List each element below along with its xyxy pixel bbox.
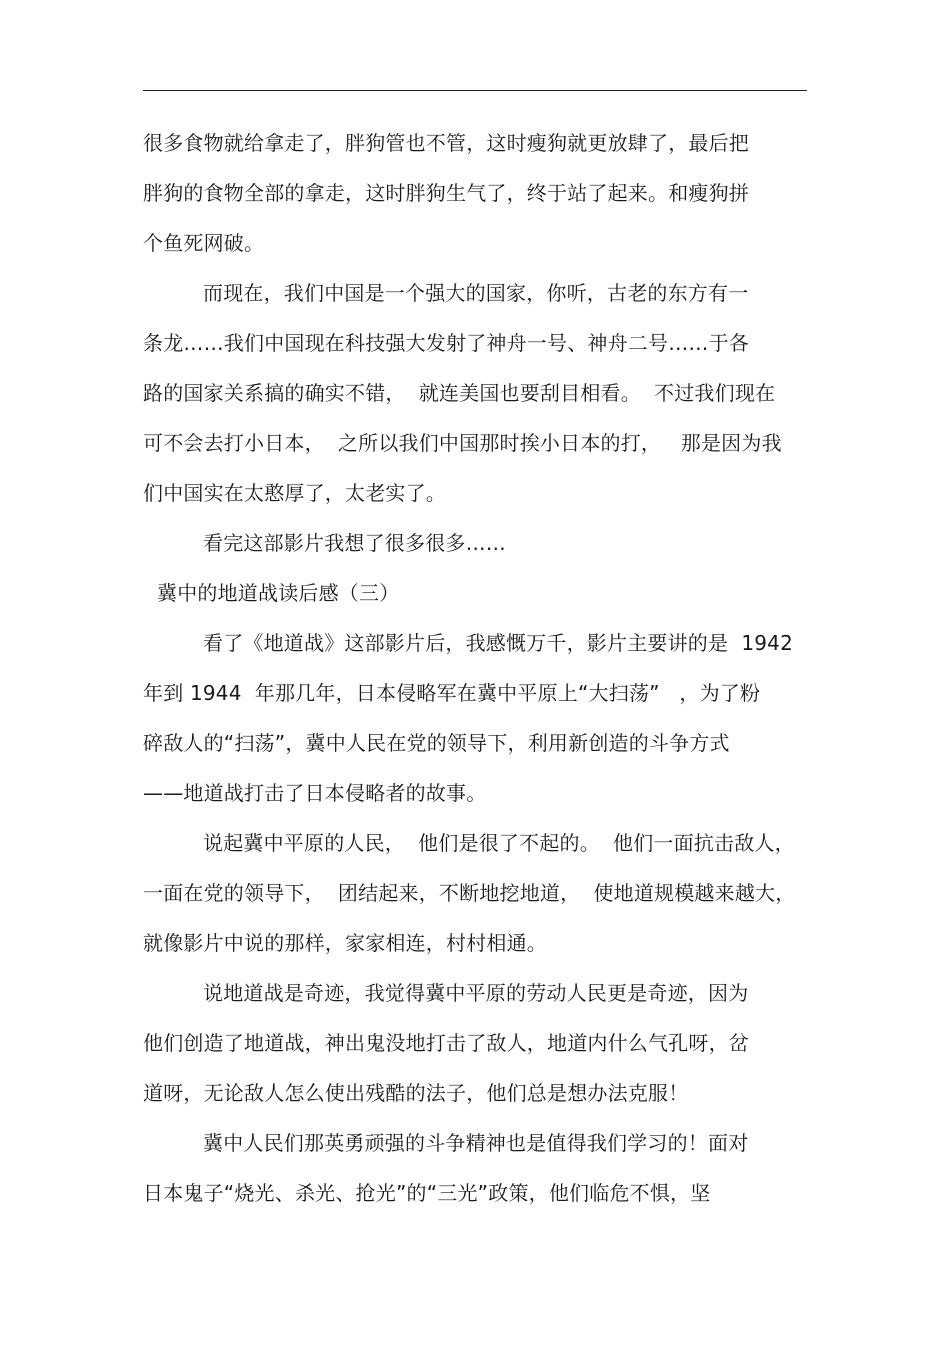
text-line: 年到 1944 年那几年，日本侵略军在冀中平原上“大扫荡” ，为了粉 — [143, 681, 761, 705]
text-line: 们中国实在太憨厚了，太老实了。 — [143, 481, 446, 505]
text-line: 日本鬼子“烧光、杀光、抢光”的“三光”政策，他们临危不惧，坚 — [143, 1181, 711, 1205]
text-line: 就像影片中说的那样，家家相连，村村相通。 — [143, 931, 547, 955]
text-line: 碎敌人的“扫荡”，冀中人民在党的领导下，利用新创造的斗争方式 — [143, 731, 730, 755]
header-rule — [143, 90, 807, 91]
text-line: 他们创造了地道战，神出鬼没地打击了敌人，地道内什么气孔呀，岔 — [143, 1031, 749, 1055]
text-line: 条龙……我们中国现在科技强大发射了神舟一号、神舟二号……于各 — [143, 331, 749, 355]
text-line: 个鱼死网破。 — [143, 231, 265, 255]
text-line: 看了《地道战》这部影片后，我感慨万千，影片主要讲的是 1942 — [203, 631, 794, 655]
text-line: 而现在，我们中国是一个强大的国家，你听，古老的东方有一 — [203, 281, 749, 305]
text-line: 可不会去打小日本， 之所以我们中国那时挨小日本的打， 那是因为我 — [143, 431, 782, 455]
text-line: 说地道战是奇迹，我觉得冀中平原的劳动人民更是奇迹，因为 — [203, 981, 749, 1005]
text-line: 看完这部影片我想了很多很多…… — [203, 531, 506, 555]
text-line: 道呀，无论敌人怎么使出残酷的法子，他们总是想办法克服！ — [143, 1081, 689, 1105]
text-line: 说起冀中平原的人民， 他们是很了不起的。 他们一面抗击敌人， — [203, 831, 795, 855]
text-line: 冀中人民们那英勇顽强的斗争精神也是值得我们学习的！面对 — [203, 1131, 749, 1155]
text-line: 很多食物就给拿走了，胖狗管也不管，这时瘦狗就更放肆了，最后把 — [143, 131, 749, 155]
text-line: 胖狗的食物全部的拿走，这时胖狗生气了，终于站了起来。和瘦狗拼 — [143, 181, 749, 205]
text-line: 一面在党的领导下， 团结起来，不断地挖地道， 使地道规模越来越大， — [143, 881, 796, 905]
text-line: ——地道战打击了日本侵略者的故事。 — [143, 781, 487, 805]
text-line: 路的国家关系搞的确实不错， 就连美国也要刮目相看。 不过我们现在 — [143, 381, 776, 405]
section-heading: 冀中的地道战读后感（三） — [157, 581, 400, 605]
